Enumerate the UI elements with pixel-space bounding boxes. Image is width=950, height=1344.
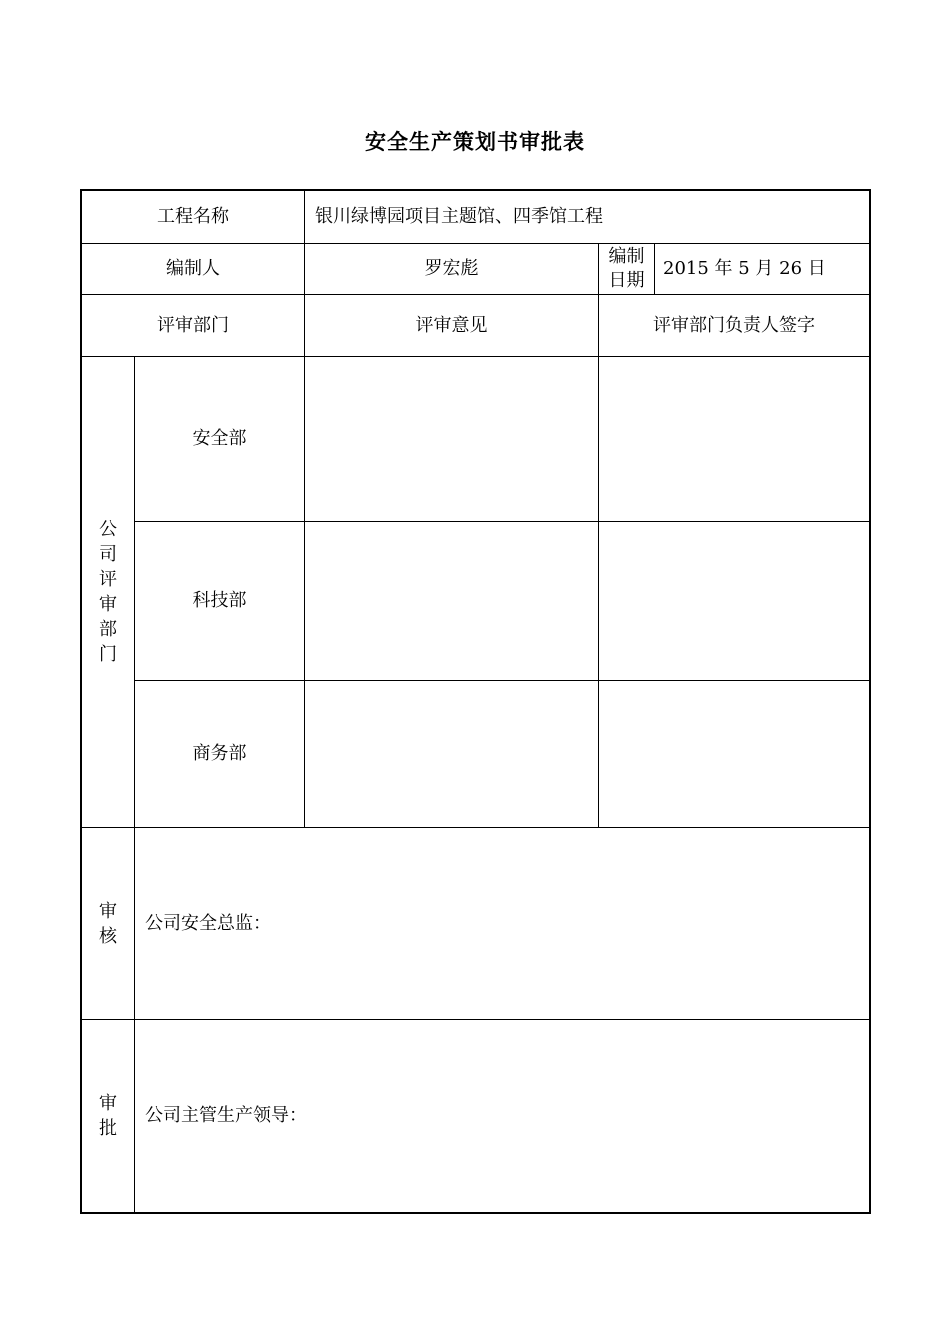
company-review-char: 审 bbox=[99, 594, 117, 615]
audit-label bbox=[82, 828, 134, 1019]
dept-tech-signature[interactable] bbox=[599, 522, 869, 680]
approval-label-char: 审 bbox=[99, 1093, 117, 1114]
dept-business-signature[interactable] bbox=[599, 681, 869, 827]
company-review-char: 公 bbox=[99, 519, 117, 540]
audit-label-char: 审 bbox=[99, 900, 117, 922]
review-signature-header: 评审部门负责人签字 bbox=[653, 314, 815, 336]
audit-safety-director-field[interactable]: 公司安全总监： bbox=[145, 912, 271, 934]
approval-form bbox=[80, 189, 871, 1214]
approval-label-char: 批 bbox=[99, 1118, 117, 1139]
company-review-char: 评 bbox=[99, 569, 117, 590]
preparer-value: 罗宏彪 bbox=[424, 258, 479, 280]
project-name-value: 银川绿博园项目主题馆、四季馆工程 bbox=[315, 206, 603, 228]
dept-safety-name: 安全部 bbox=[192, 428, 247, 450]
page-title: 安全生产策划书审批表 bbox=[365, 129, 585, 154]
approval-production-leader-field[interactable]: 公司主管生产领导： bbox=[145, 1105, 307, 1127]
review-dept-header: 评审部门 bbox=[157, 314, 229, 336]
prepared-date-label-line2: 日期 bbox=[608, 270, 645, 291]
dept-safety-signature[interactable] bbox=[599, 357, 869, 521]
company-review-char: 门 bbox=[99, 644, 117, 665]
company-review-char: 司 bbox=[99, 544, 117, 565]
audit-label-char: 核 bbox=[99, 925, 117, 947]
dept-safety-opinion[interactable] bbox=[305, 357, 598, 521]
prepared-date-value: 2015 年 5 月 26 日 bbox=[663, 258, 826, 280]
company-review-char: 部 bbox=[99, 619, 117, 640]
dept-business-opinion[interactable] bbox=[305, 681, 598, 827]
approval-label bbox=[82, 1020, 134, 1212]
dept-tech-name: 科技部 bbox=[192, 590, 247, 612]
company-review-label bbox=[82, 357, 134, 827]
dept-tech-opinion[interactable] bbox=[305, 522, 598, 680]
preparer-label: 编制人 bbox=[166, 258, 220, 280]
dept-business-name: 商务部 bbox=[192, 743, 247, 765]
project-name-label: 工程名称 bbox=[157, 206, 229, 228]
prepared-date-label bbox=[599, 244, 654, 294]
review-opinion-header: 评审意见 bbox=[415, 314, 488, 336]
prepared-date-label-line1: 编制 bbox=[608, 246, 645, 267]
